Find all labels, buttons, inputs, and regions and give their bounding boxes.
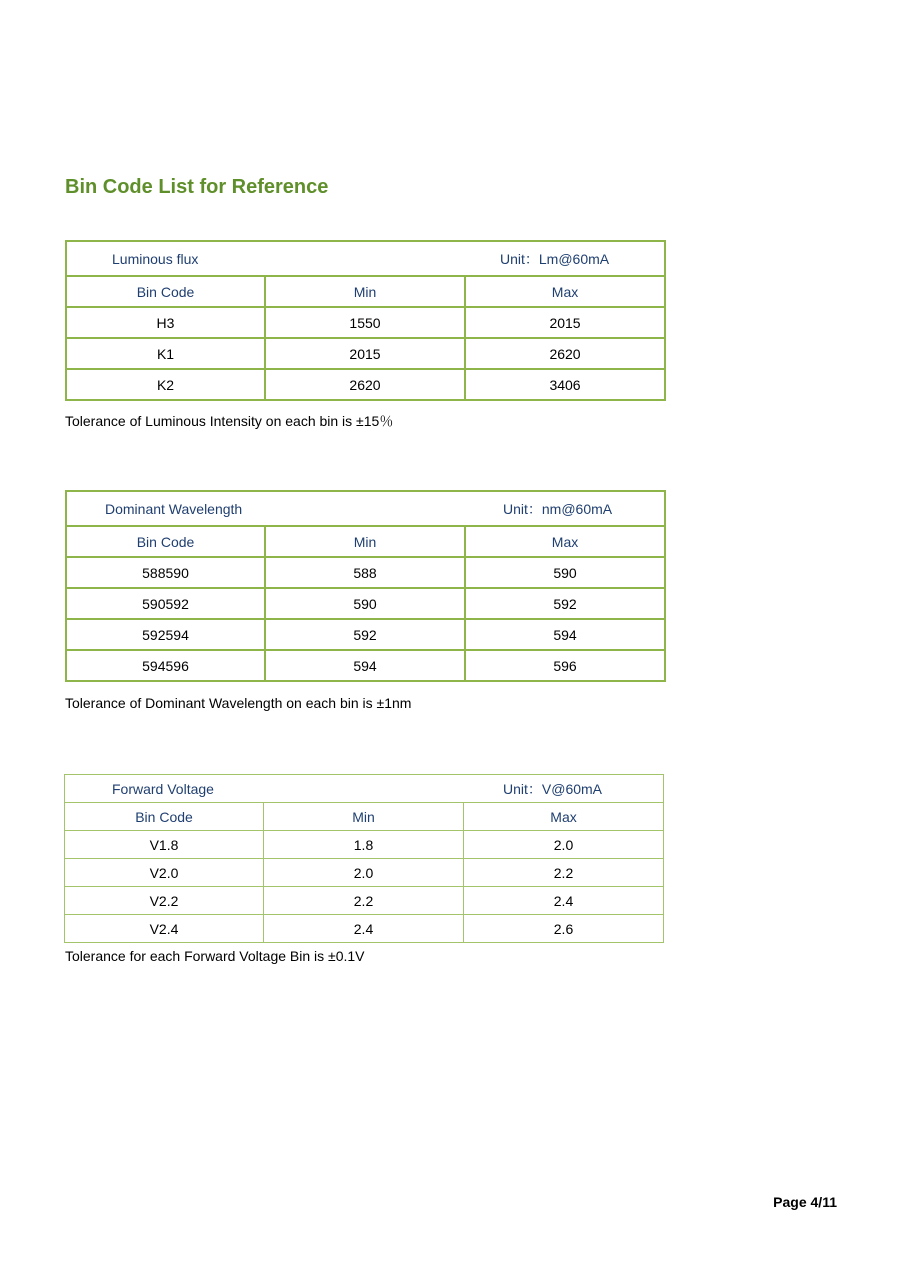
table-cell: V2.4 (65, 915, 264, 943)
page-number: Page 4/11 (773, 1194, 837, 1210)
table-cell: 2015 (465, 307, 665, 338)
table-cell: 590 (265, 588, 465, 619)
table-cell: 594596 (66, 650, 265, 681)
table-cell: 1550 (265, 307, 465, 338)
table-row (65, 887, 664, 915)
luminous-flux-table (65, 240, 666, 401)
table-cell: 588 (265, 557, 465, 588)
table-cell: 2.0 (264, 859, 464, 887)
table-cell: K2 (66, 369, 265, 400)
voltage-tolerance-note: Tolerance for each Forward Voltage Bin is ±0.1V (65, 948, 365, 964)
column-header: Bin Code (66, 526, 265, 557)
table-row (66, 369, 665, 400)
column-header: Min (265, 276, 465, 307)
table-row (66, 557, 665, 588)
table-cell: 594 (465, 619, 665, 650)
table-cell: 596 (465, 650, 665, 681)
table-row (65, 915, 664, 943)
column-header: Min (265, 526, 465, 557)
table-cell: 2015 (265, 338, 465, 369)
table-row (66, 588, 665, 619)
table-cell: K1 (66, 338, 265, 369)
table-title-cell (66, 491, 665, 526)
table-row (65, 831, 664, 859)
table-header-row (65, 775, 664, 803)
table-header-row (66, 241, 665, 276)
table-row (66, 338, 665, 369)
table-header-row (66, 491, 665, 526)
table-cell: 1.8 (264, 831, 464, 859)
column-header: Max (465, 526, 665, 557)
table-row (66, 650, 665, 681)
table-cell: 2.6 (464, 915, 664, 943)
column-header: Bin Code (66, 276, 265, 307)
table-cell: 2.2 (464, 859, 664, 887)
table-label: Luminous flux (112, 250, 199, 267)
table-cell: 2.0 (464, 831, 664, 859)
table-row (66, 307, 665, 338)
table-cell: 3406 (465, 369, 665, 400)
column-header-row (66, 526, 665, 557)
column-header-row (65, 803, 664, 831)
table-cell: V2.0 (65, 859, 264, 887)
page-title: Bin Code List for Reference (65, 176, 329, 198)
table-cell: 2.4 (264, 915, 464, 943)
table-cell: 590 (465, 557, 665, 588)
column-header: Max (465, 276, 665, 307)
wavelength-tolerance-note: Tolerance of Dominant Wavelength on each bin is ±1nm (65, 695, 412, 711)
table-label: Forward Voltage (112, 780, 214, 797)
table-unit: Unit：nm@60mA (503, 500, 613, 517)
luminous-tolerance-note: Tolerance of Luminous Intensity on each bin is ±15％ (65, 413, 394, 429)
column-header: Max (464, 803, 664, 831)
table-cell: 590592 (66, 588, 265, 619)
table-cell: 2.4 (464, 887, 664, 915)
table-cell: 592 (265, 619, 465, 650)
forward-voltage-table (64, 774, 664, 943)
table-cell: 2620 (465, 338, 665, 369)
table-cell: 594 (265, 650, 465, 681)
table-cell: H3 (66, 307, 265, 338)
dominant-wavelength-table (65, 490, 666, 682)
table-cell: V1.8 (65, 831, 264, 859)
table-label: Dominant Wavelength (105, 500, 243, 517)
table-title-cell (65, 775, 664, 803)
table-cell: 2620 (265, 369, 465, 400)
table-row (65, 859, 664, 887)
table-unit: Unit：V@60mA (503, 780, 603, 797)
table-cell: V2.2 (65, 887, 264, 915)
table-cell: 2.2 (264, 887, 464, 915)
column-header: Min (264, 803, 464, 831)
table-cell: 592594 (66, 619, 265, 650)
column-header-row (66, 276, 665, 307)
table-row (66, 619, 665, 650)
column-header: Bin Code (65, 803, 264, 831)
table-title-cell (66, 241, 665, 276)
table-cell: 588590 (66, 557, 265, 588)
table-unit: Unit：Lm@60mA (500, 250, 610, 267)
table-cell: 592 (465, 588, 665, 619)
